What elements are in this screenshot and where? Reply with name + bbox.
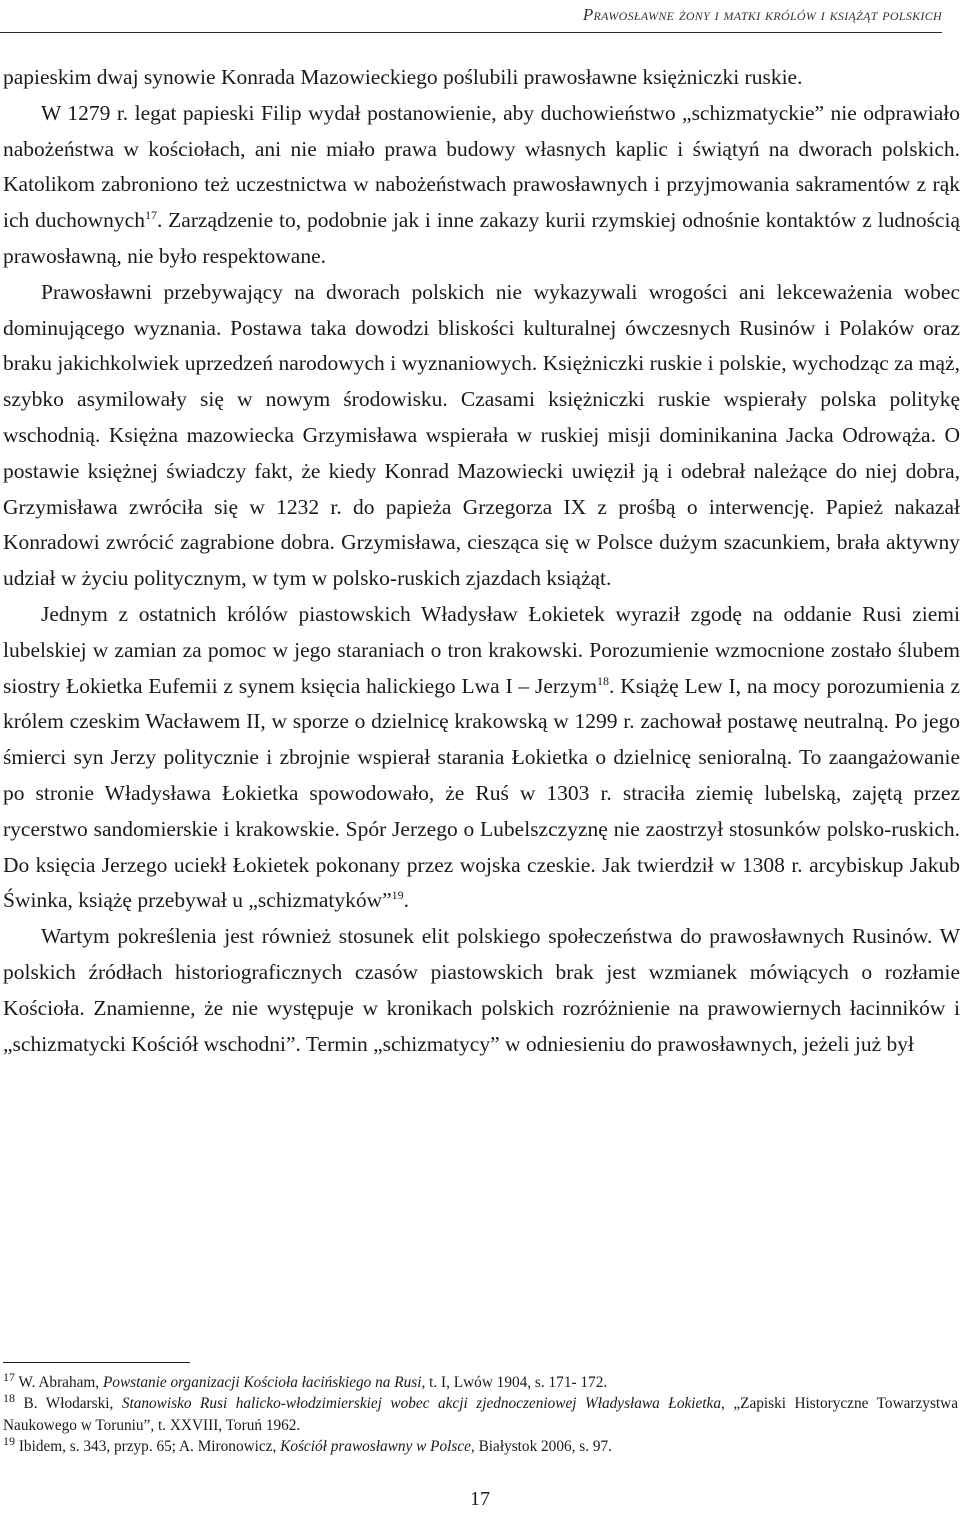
footnote	[3, 1369, 958, 1393]
footnote-reference: 18	[597, 673, 610, 688]
body-text	[3, 60, 960, 1062]
footnote-text: Białystok 2006, s. 97.	[474, 1438, 613, 1456]
footnote-number: 18	[3, 1391, 15, 1406]
footnote-text: , t. I, Lwów 1904, s. 171- 172.	[421, 1374, 608, 1391]
footnote-title: Stanowisko Rusi halicko-włodzimierskiej wobec akcji zjednoczeniowej Władysława Łokietka	[121, 1395, 721, 1413]
paragraph	[3, 597, 960, 919]
footnote-number: 19	[3, 1434, 15, 1449]
footnote-title: Kościół prawosławny w Polsce,	[280, 1438, 475, 1456]
paragraph-text: Jednym z ostatnich królów piastowskich Władysław Łokietek wyraził zgodę na oddanie Rusi ziemi lubelskiej w zamian za pomoc w jego staraniach o tron krakowski. Porozumienie wzmocnione zostało ślubem siostry Łokietka Eufemii z synem księcia halickiego Lwa I – Jerzym	[3, 601, 960, 698]
running-head: Prawosławne żony i matki królów i książąt polskich	[0, 2, 942, 33]
footnote	[3, 1393, 958, 1436]
paragraph	[3, 60, 960, 96]
paragraph-text: .	[403, 888, 410, 913]
footnote-title: Powstanie organizacji Kościoła łacińskiego na Rusi	[102, 1374, 422, 1391]
paragraph-text: . Zarządzenie to, podobnie jak i inne zakazy kurii rzymskiej odnośnie kontaktów z ludnością prawosławną, nie było respektowane.	[3, 208, 960, 268]
footnote-text: Ibidem, s. 343, przyp. 65; A. Mironowicz,	[15, 1438, 281, 1456]
paragraph	[3, 919, 960, 1062]
paragraph-text: papieskim dwaj synowie Konrada Mazowieckiego poślubili prawosławne księżniczki ruskie.	[3, 65, 803, 89]
page-number: 17	[470, 1488, 490, 1510]
footnote-divider	[3, 1362, 190, 1363]
footnote-text: W. Abraham,	[15, 1374, 103, 1391]
footnote-text: B. Włodarski,	[15, 1395, 122, 1413]
footnote-reference: 19	[391, 888, 404, 903]
footnote-number: 17	[3, 1369, 15, 1384]
footnote-reference: 17	[144, 208, 157, 223]
paragraph	[3, 275, 960, 597]
paragraph-text: Prawosławni przebywający na dworach polskich nie wykazywali wrogości ani lekceważenia wobec dominującego wyznania. Postawa taka dowodzi bliskości kulturalnej ówczesnych Rusinów i Polaków oraz braku jakichkolwiek uprzedzeń narodowych i wyznaniowych. Księżniczki ruskie i polskie, wychodząc za mąż, szybko asymilowały się w nowym środowisku. Czasami księżniczki ruskie wspierały polska politykę wschodnią. Księżna mazowiecka Grzymisława wspierała w ruskiej misji dominikanina Jacka Odrowąża. O postawie księżnej świadczy fakt, że kiedy Konrad Mazowiecki uwięził ją i odebrał należące do niej dobra, Grzymisława zwróciła się w 1232 r. do papieża Grzegorza IX z prośbą o interwencję. Papież nakazał Konradowi zwrócić zagrabione dobra. Grzymisława, ciesząca się w Polsce dużym szacunkiem, brała aktywny udział w życiu politycznym, w tym w polsko-ruskich zjazdach książąt.	[3, 279, 960, 591]
footnote-text: , „Zapiski Historyczne Towarzystwa Naukowego w Toruniu”, t. XXVIII, Toruń 1962.	[3, 1395, 958, 1434]
footnote	[3, 1436, 958, 1457]
footnotes	[3, 1369, 958, 1458]
paragraph-text: W 1279 r. legat papieski Filip wydał postanowienie, aby duchowieństwo „schizmatyckie” nie odprawiało nabożeństwa w kościołach, ani nie miało prawa budowy własnych kaplic i świątyń na dworach polskich. Katolikom zabroniono też uczestnictwa w nabożeństwach prawosławnych i przyjmowania sakramentów z rąk ich duchownych	[3, 100, 960, 233]
paragraph-text: . Książę Lew I, na mocy porozumienia z królem czeskim Wacławem II, w sporze o dzielnicę krakowską w 1299 r. zachował postawę neutralną. Po jego śmierci syn Jerzy politycznie i zbrojnie wspierał starania Łokietka o dzielnicę senioralną. To zaangażowanie po stronie Władysława Łokietka spowodowało, że Ruś w 1303 r. straciła ziemię lubelską, zajętą przez rycerstwo sandomierskie i krakowskie. Spór Jerzego o Lubelszczyznę nie zaostrzył stosunków polsko-ruskich. Do księcia Jerzego uciekł Łokietek pokonany przez wojska czeskie. Jak twierdził w 1308 r. arcybiskup Jakub Świnka, książę przebywał u „schizmatyków”	[3, 673, 960, 913]
paragraph	[3, 96, 960, 275]
paragraph-text: Wartym pokreślenia jest również stosunek elit polskiego społeczeństwa do prawosławnych Rusinów. W polskich źródłach historiograficznych czasów piastowskich brak jest wzmianek mówiących o rozłamie Kościoła. Znamienne, że nie występuje w kronikach polskich rozróżnienie na prawowiernych łacinników i „schizmatycki Kościół wschodni”. Termin „schizmatycy” w odniesieniu do prawosławnych, jeżeli już był	[3, 924, 960, 1056]
